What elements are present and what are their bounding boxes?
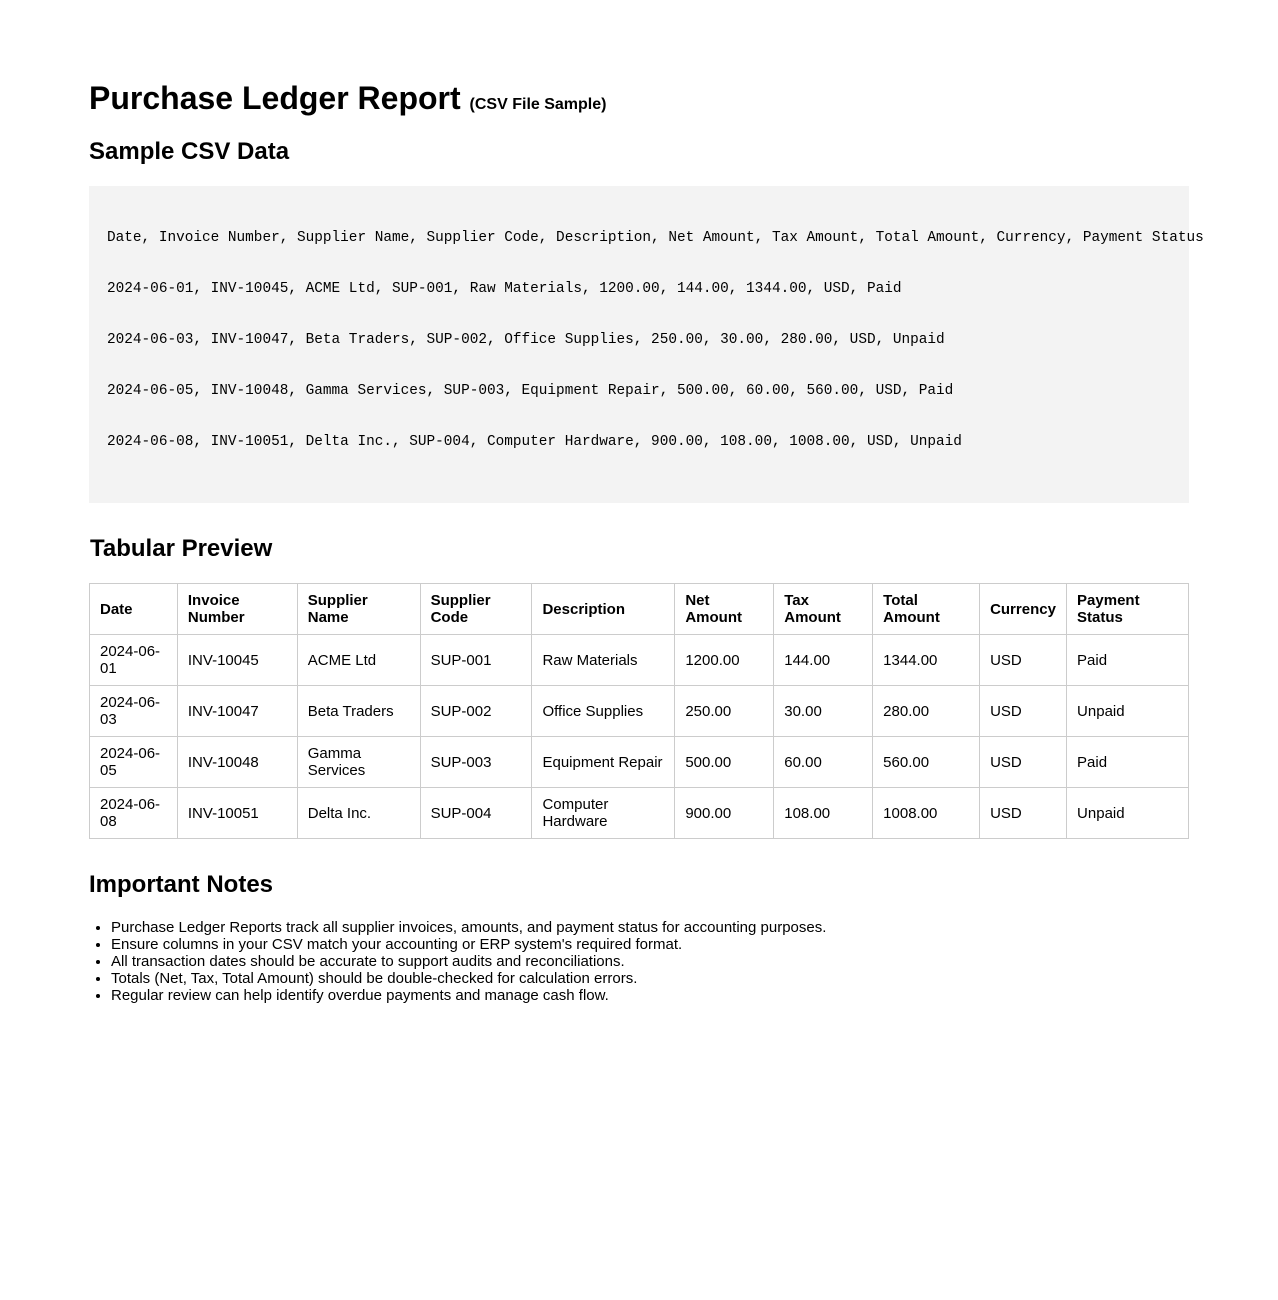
cell-date: 2024-06-03 xyxy=(90,686,178,737)
list-item: • Ensure columns in your CSV match your accounting or ERP system's required format. xyxy=(111,936,826,953)
column-header-supplier-code: Supplier Code xyxy=(420,584,532,635)
cell-date: 2024-06-05 xyxy=(90,737,178,788)
cell-supplier-name: Beta Traders xyxy=(297,686,420,737)
cell-supplier-code: SUP-001 xyxy=(420,635,532,686)
cell-net-amount: 500.00 xyxy=(675,737,774,788)
cell-tax-amount: 30.00 xyxy=(774,686,873,737)
table-row xyxy=(90,788,1189,839)
cell-supplier-code: SUP-003 xyxy=(420,737,532,788)
cell-invoice-number: INV-10048 xyxy=(177,737,297,788)
table-row xyxy=(90,737,1189,788)
column-header-description: Description xyxy=(532,584,675,635)
cell-total-amount: 560.00 xyxy=(873,737,980,788)
cell-currency: USD xyxy=(980,635,1067,686)
column-header-supplier-name: Supplier Name xyxy=(297,584,420,635)
cell-currency: USD xyxy=(980,686,1067,737)
cell-total-amount: 1008.00 xyxy=(873,788,980,839)
cell-net-amount: 250.00 xyxy=(675,686,774,737)
cell-supplier-code: SUP-002 xyxy=(420,686,532,737)
preview-section-heading: Tabular Preview xyxy=(90,535,273,562)
column-header-tax-amount: Tax Amount xyxy=(774,584,873,635)
list-item: • All transaction dates should be accurate to support audits and reconciliations. xyxy=(111,953,826,970)
table-header-row xyxy=(90,584,1189,635)
table-row xyxy=(90,686,1189,737)
cell-supplier-name: ACME Ltd xyxy=(297,635,420,686)
list-item: • Totals (Net, Tax, Total Amount) should be double-checked for calculation errors. xyxy=(111,970,826,987)
cell-supplier-name: Delta Inc. xyxy=(297,788,420,839)
cell-date: 2024-06-01 xyxy=(90,635,178,686)
cell-net-amount: 1200.00 xyxy=(675,635,774,686)
list-item: • Purchase Ledger Reports track all supplier invoices, amounts, and payment status for accounting purposes. xyxy=(111,919,826,936)
cell-date: 2024-06-08 xyxy=(90,788,178,839)
cell-payment-status: Paid xyxy=(1067,737,1189,788)
csv-data-line: 2024-06-03, INV-10047, Beta Traders, SUP-002, Office Supplies, 250.00, 30.00, 280.00, USD, Unpaid xyxy=(107,332,945,348)
column-header-total-amount: Total Amount xyxy=(873,584,980,635)
cell-description: Office Supplies xyxy=(532,686,675,737)
csv-code-block xyxy=(89,186,1204,503)
column-header-net-amount: Net Amount xyxy=(675,584,774,635)
column-header-payment-status: Payment Status xyxy=(1067,584,1189,635)
cell-currency: USD xyxy=(980,737,1067,788)
cell-payment-status: Paid xyxy=(1067,635,1189,686)
cell-supplier-name: Gamma Services xyxy=(297,737,420,788)
csv-data-line: 2024-06-08, INV-10051, Delta Inc., SUP-004, Computer Hardware, 900.00, 108.00, 1008.00, USD, Unpaid xyxy=(107,434,962,450)
cell-payment-status: Unpaid xyxy=(1067,686,1189,737)
table-row xyxy=(90,635,1189,686)
cell-payment-status: Unpaid xyxy=(1067,788,1189,839)
cell-tax-amount: 108.00 xyxy=(774,788,873,839)
column-header-invoice-number: Invoice Number xyxy=(177,584,297,635)
cell-invoice-number: INV-10051 xyxy=(177,788,297,839)
list-item: • Regular review can help identify overdue payments and manage cash flow. xyxy=(111,987,826,1004)
column-header-date: Date xyxy=(90,584,178,635)
cell-tax-amount: 144.00 xyxy=(774,635,873,686)
cell-currency: USD xyxy=(980,788,1067,839)
notes-section-heading: Important Notes xyxy=(89,871,274,898)
column-header-currency: Currency xyxy=(980,584,1067,635)
cell-description: Computer Hardware xyxy=(532,788,675,839)
ledger-table xyxy=(89,583,1189,839)
cell-net-amount: 900.00 xyxy=(675,788,774,839)
title-text: Purchase Ledger Report xyxy=(89,80,461,116)
cell-description: Raw Materials xyxy=(532,635,675,686)
title-subtitle: (CSV File Sample) xyxy=(469,96,607,113)
csv-section-heading: Sample CSV Data xyxy=(89,138,290,165)
cell-invoice-number: INV-10045 xyxy=(177,635,297,686)
page-title xyxy=(89,78,606,125)
csv-data-line: 2024-06-05, INV-10048, Gamma Services, SUP-003, Equipment Repair, 500.00, 60.00, 560.00, USD, Paid xyxy=(107,383,954,399)
cell-supplier-code: SUP-004 xyxy=(420,788,532,839)
cell-invoice-number: INV-10047 xyxy=(177,686,297,737)
csv-data-line: 2024-06-01, INV-10045, ACME Ltd, SUP-001, Raw Materials, 1200.00, 144.00, 1344.00, USD, Paid xyxy=(107,281,902,297)
cell-total-amount: 1344.00 xyxy=(873,635,980,686)
notes-list xyxy=(89,919,826,1004)
cell-tax-amount: 60.00 xyxy=(774,737,873,788)
cell-total-amount: 280.00 xyxy=(873,686,980,737)
csv-header-line: Date, Invoice Number, Supplier Name, Supplier Code, Description, Net Amount, Tax Amount, Total Amount, Currency, Payment Status xyxy=(107,230,1204,246)
cell-description: Equipment Repair xyxy=(532,737,675,788)
